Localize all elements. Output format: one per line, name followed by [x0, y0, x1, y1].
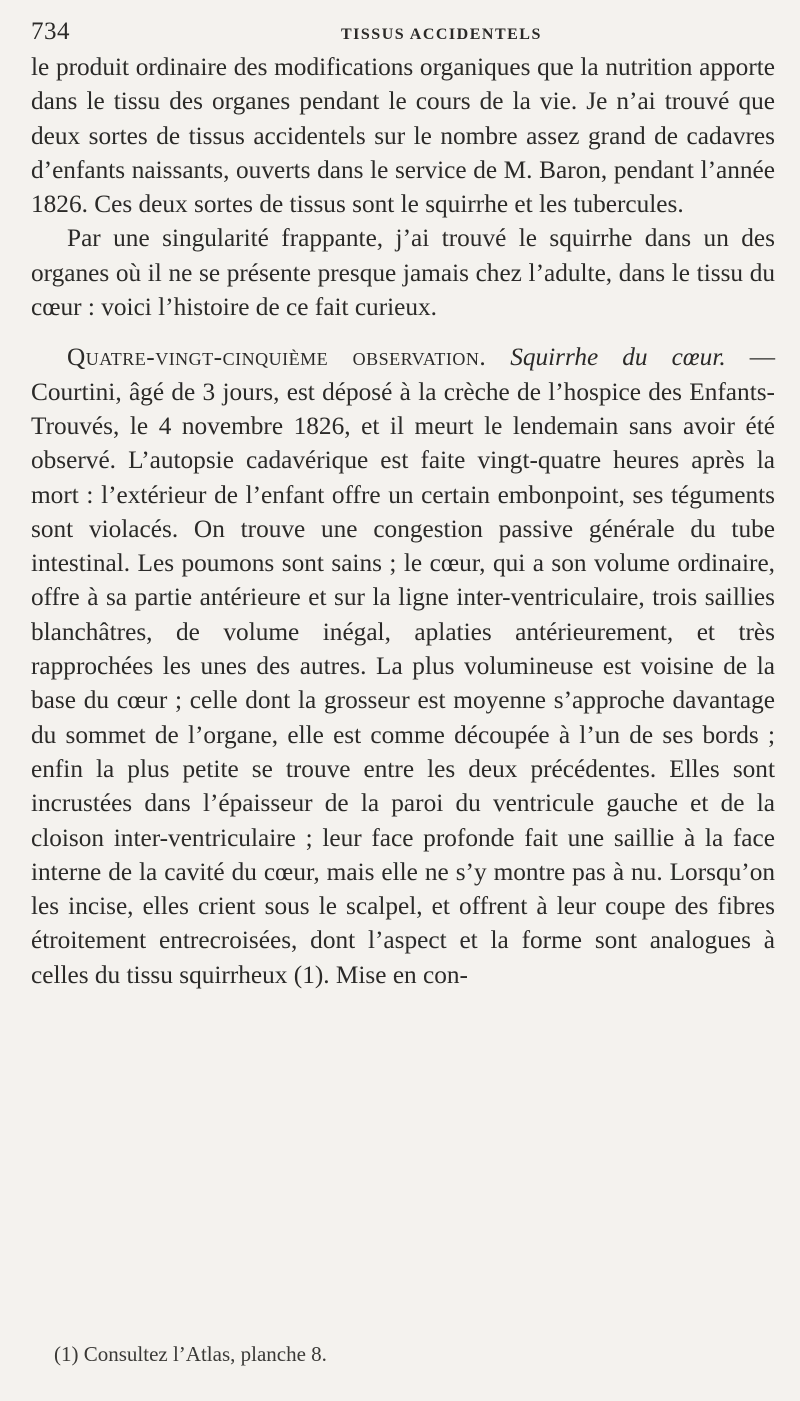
observation-heading: Quatre-vingt-cinquième observation. — [67, 343, 487, 372]
paragraph-squirrhe-intro: Par une singularité frappante, j’ai trouvé le squirrhe dans un des organes où il ne se présente presque jamais chez l’adulte, dans le tissu du cœur : voici l’histoire de ce fait curieux. — [31, 224, 775, 322]
page-number: 734 — [31, 18, 70, 45]
observation-text: — Courtini, âgé de 3 jours, est déposé à la crèche de l’hospice des Enfants-Trouvés, le 4 novembre 1826, et il meurt le lendemain sans avoir été observé. L’autopsie cadavérique est faite vingt-quatre heures après la mort : l’extérieur de l’enfant offre un certain embonpoint, ses téguments sont violacés. On trouve une congestion passive générale du tube intestinal. Les poumons sont sains ; le cœur, qui a son volume ordinaire, offre à sa partie antérieure et sur la ligne inter-ventriculaire, trois saillies blanchâtres, de volume inégal, aplaties antérieurement, et très rapprochées les unes des autres. La plus volumineuse est voisine de la base du cœur ; celle dont la grosseur est moyenne s’approche davantage du sommet de l’organe, elle est comme découpée à l’un de ses bords ; enfin la plus petite se trouve entre les deux précédentes. Elles sont incrustées dans l’épaisseur de la paroi du ventricule gauche et de la cloison inter-ventriculaire ; leur face profonde fait une saillie à la face interne de la cavité du cœur, mais elle ne s’y montre pas à nu. Lorsqu’on les incise, elles crient sous le scalpel, et offrent à leur coupe des fibres étroitement entrecroisées, dont l’aspect et la forme sont analogues à celles du tissu squirrheux (1). Mise en con- — [31, 343, 776, 989]
running-head: TISSUS ACCIDENTELS — [341, 26, 542, 43]
paragraph-continuation: le produit ordinaire des modifications organiques que la nutrition apporte dans le tissu des organes pendant le cours de la vie. Je n’ai trouvé que deux sortes de tissus accidentels sur le nombre assez grand de cadavres d’enfants naissants, ouverts dans le service de M. Baron, pendant l’année 1826. Ces deux sortes de tissus sont le squirrhe et les tubercules. — [31, 53, 775, 219]
observation-paragraph — [31, 340, 775, 992]
body-text — [31, 50, 775, 992]
observation-subtitle: Squirrhe du cœur. — [510, 343, 726, 372]
footnote: (1) Consultez l’Atlas, planche 8. — [54, 1342, 327, 1366]
